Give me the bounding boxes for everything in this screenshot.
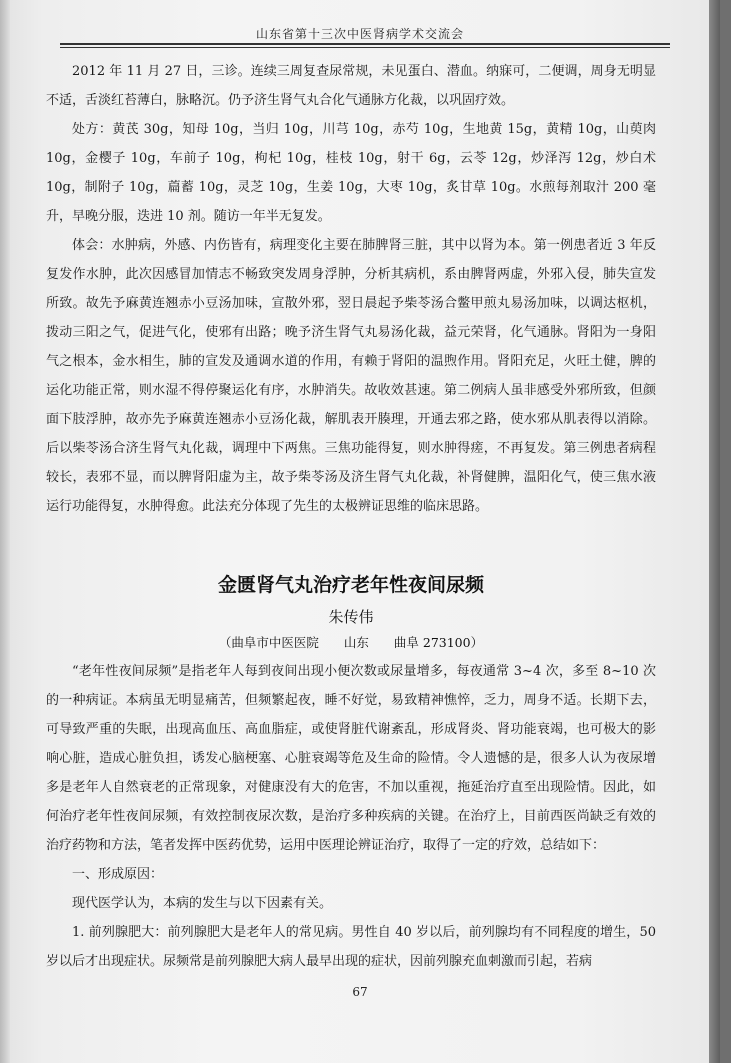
article-intro-paragraph: “老年性夜间尿频”是指老年人每到夜间出现小便次数或尿量增多，每夜通常 3~4 次，多至 8~10 次的一种病证。本病虽无明显痛苦，但频繁起夜，睡不好觉，易致精神憔悴，乏力，周身不适。长期下去，可导致严重的失眠，出现高血压、高血脂症，或使肾脏代谢紊乱，形成肾炎、肾功能衰竭，也可极大的影响心脏，造成心脏负担，诱发心脑梗塞、心脏衰竭等危及生命的险情。令人遗憾的是，很多人认为夜尿增多是老年人自然衰老的正常现象，对健康没有大的危害，不加以重视，拖延治疗直至出现险情。因此，如何治疗老年性夜间尿频，有效控制夜尿次数，是治疗多种疾病的关键。在治疗上，目前西医尚缺乏有效的治疗药物和方法，笔者发挥中医药优势，运用中医理论辨证治疗，取得了一定的疗效，总结如下： xyxy=(46,664,656,853)
page-edge-shadow xyxy=(709,0,720,1063)
running-header: 山东省第十三次中医肾病学术交流会 xyxy=(255,27,464,41)
author-affiliation: （曲阜市中医医院 山东 曲阜 273100） xyxy=(218,635,484,650)
reflection-paragraph: 体会：水肿病，外感、内伤皆有，病理变化主要在肺脾肾三脏，其中以肾为本。第一例患者近 3 年反复发作水肿，此次因感冒加情志不畅致突发周身浮肿，分析其病机，系由脾肾两虚，外邪入侵，肺失宣发所致。故先予麻黄连翘赤小豆汤加味，宣散外邪，翌日晨起予柴苓汤合鳖甲煎丸易汤加味，以调达枢机，拨动三阳之气，促进气化，使邪有出路；晚予济生肾气丸易汤化裁，益元荣肾，化气通脉。肾阳为一身阳气之根本，金水相生，肺的宣发及通调水道的作用，有赖于肾阳的温煦作用。肾阳充足，火旺土健，脾的运化功能正常，则水湿不得停聚运化有序，水肿消失。故收效甚速。第二例病人虽非感受外邪所致，但颜面下肢浮肿，故亦先予麻黄连翘赤小豆汤化裁，解肌表开腠理，开通去邪之路，使水邪从肌表得以消除。后以柴苓汤合济生肾气丸化裁，调理中下两焦。三焦功能得复，则水肿得瘥，不再复发。第三例患者病程较长，表邪不显，而以脾肾阳虚为主，故予柴苓汤及济生肾气丸化裁，补肾健脾，温阳化气，使三焦水液运行功能得复，水肿得愈。此法充分体现了先生的太极辨证思维的临床思路。 xyxy=(46,238,656,514)
article-author: 朱传伟 xyxy=(328,608,374,626)
article-title: 金匮肾气丸治疗老年性夜间尿频 xyxy=(217,574,484,596)
page-number: 67 xyxy=(352,985,368,999)
page-binding-shadow xyxy=(0,0,10,1063)
section-heading: 一、形成原因： xyxy=(72,867,164,882)
case-followup-paragraph: 2012 年 11 月 27 日，三诊。连续三周复查尿常规，未见蛋白、潜血。纳寐可，二便调，周身无明显不适，舌淡红苔薄白，脉略沉。仍予济生肾气丸合化气通脉方化裁，以巩固疗效。 xyxy=(46,64,656,108)
page-content xyxy=(46,57,656,976)
header-rule-thick xyxy=(60,43,670,45)
prescription-paragraph: 处方：黄芪 30g，知母 10g，当归 10g，川芎 10g，赤芍 10g，生地黄 15g，黄精 10g，山萸肉 10g，金樱子 10g，车前子 10g，枸杞 10g，桂枝 10g，射干 6g，云苓 12g，炒泽泻 12g，炒白术 10g，制附子 10g，萹蓄 10g，灵芝 10g，生姜 10g，大枣 10g，炙甘草 10g。水煎每剂取汁 200 毫升，早晚分服，迭进 10 剂。随访一年半无复发。 xyxy=(46,122,656,224)
header-rule-thin xyxy=(60,47,670,48)
cause-point-1-paragraph: 1. 前列腺肥大：前列腺肥大是老年人的常见病。男性自 40 岁以后，前列腺均有不同程度的增生，50 岁以后才出现症状。尿频常是前列腺肥大病人最早出现的症状，因前列腺充血刺激而引起，若病 xyxy=(46,925,656,969)
section-intro-paragraph: 现代医学认为，本病的发生与以下因素有关。 xyxy=(72,896,333,911)
